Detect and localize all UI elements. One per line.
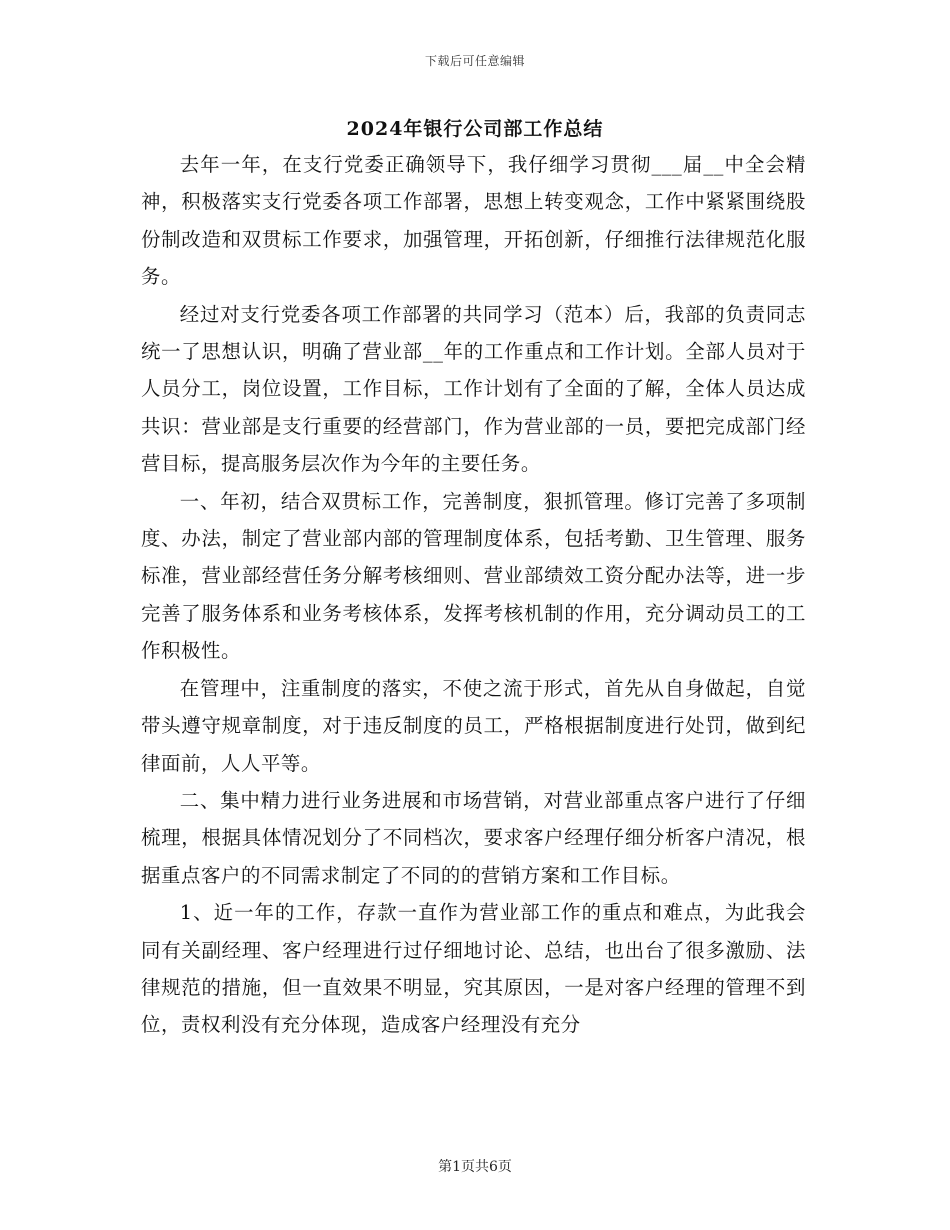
- paragraph-4: 在管理中，注重制度的落实，不使之流于形式，首先从自身做起，自觉带头遵守规章制度，对于违反制度的员工，严格根据制度进行处罚，做到纪律面前，人人平等。: [141, 676, 806, 775]
- paragraph-1: 去年一年，在支行党委正确领导下，我仔细学习贯彻___届__中全会精神，积极落实支行党委各项工作部署，思想上转变观念，工作中紧紧围绕股份制改造和双贯标工作要求，加强管理，开拓创新，仔细推行法律规范化服务。: [141, 153, 806, 289]
- paragraph-2: 经过对支行党委各项工作部署的共同学习（范本）后，我部的负责同志统一了思想认识，明确了营业部__年的工作重点和工作计划。全部人员对于人员分工，岗位设置，工作目标，工作计划有了全面的了解，全体人员达成共识：营业部是支行重要的经营部门，作为营业部的一员，要把完成部门经营目标，提高服务层次作为今年的主要任务。: [141, 302, 806, 476]
- paragraph-5: 二、集中精力进行业务进展和市场营销，对营业部重点客户进行了仔细梳理，根据具体情况划分了不同档次，要求客户经理仔细分析客户清况，根据重点客户的不同需求制定了不同的的营销方案和工作目标。: [141, 788, 806, 887]
- page-header-note: 下载后可任意编辑: [424, 54, 525, 68]
- document-body: [141, 146, 806, 1044]
- page-number: 第1页共6页: [438, 1159, 512, 1175]
- paragraph-6: 1、近一年的工作，存款一直作为营业部工作的重点和难点，为此我会同有关副经理、客户经理进行过仔细地讨论、总结，也出台了很多激励、法律规范的措施，但一直效果不明显，究其原因，一是对客户经理的管理不到位，责权利没有充分体现，造成客户经理没有充分: [141, 901, 806, 1037]
- paragraph-3: 一、年初，结合双贯标工作，完善制度，狠抓管理。修订完善了多项制度、办法，制定了营业部内部的管理制度体系，包括考勤、卫生管理、服务标准，营业部经营任务分解考核细则、营业部绩效工资分配办法等，进一步完善了服务体系和业务考核体系，发挥考核机制的作用，充分调动员工的工作积极性。: [141, 489, 806, 663]
- document-title: 2024年银行公司部工作总结: [346, 118, 604, 140]
